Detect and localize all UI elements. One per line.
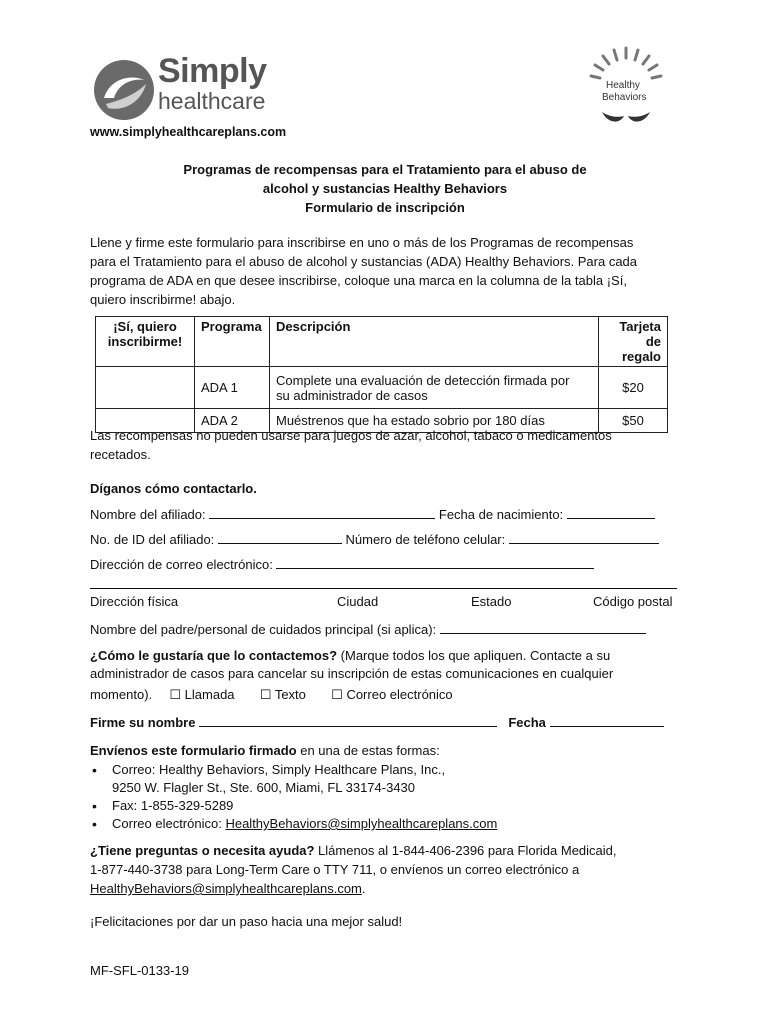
email-method-label: Correo electrónico:	[112, 816, 226, 831]
intro-line2: para el Tratamiento para el abuso de alcohol y sustancias (ADA) Healthy Behaviors. Para cada	[90, 254, 638, 269]
send-email-link[interactable]: HealthyBehaviors@simplyhealthcareplans.com	[225, 816, 498, 831]
state-label: Estado	[471, 594, 512, 609]
table-row	[96, 367, 668, 409]
card-cell: $20	[599, 367, 668, 409]
page-title-line2: alcohol y sustancias Healthy Behaviors	[262, 181, 508, 196]
questions-text-l1: Llámenos al 1-844-406-2396 para Florida Medicaid,	[314, 843, 617, 858]
mail-line1: Correo: Healthy Behaviors, Simply Healthcare Plans, Inc.,	[112, 762, 446, 777]
preference-text-l2: administrador de casos para cancelar su inscripción de estas comunicaciones en cualquier	[90, 666, 614, 681]
badge-text-behaviors: Behaviors	[602, 92, 647, 103]
note-line2: recetados.	[90, 447, 151, 462]
cell-phone-input[interactable]	[509, 531, 659, 544]
programs-table	[95, 316, 668, 433]
sign-label: Firme su nombre	[90, 715, 196, 730]
form-code: MF-SFL-0133-19	[90, 963, 189, 978]
questions-email-link[interactable]: HealthyBehaviors@simplyhealthcareplans.com	[90, 881, 362, 896]
preference-options-row	[90, 687, 453, 703]
send-methods-list	[90, 761, 690, 833]
guardian-input[interactable]	[440, 621, 646, 634]
logo-text-healthcare: healthcare	[158, 88, 266, 114]
program-cell: ADA 2	[195, 409, 270, 433]
member-id-row	[90, 531, 659, 547]
date-label: Fecha	[508, 715, 546, 730]
member-id-label: No. de ID del afiliado:	[90, 532, 215, 547]
page-title-line3: Formulario de inscripción	[305, 200, 465, 215]
preference-text-l3: momento).	[90, 687, 153, 702]
preference-text-l1: (Marque todos los que apliquen. Contacte a su	[337, 648, 611, 663]
mail-line2: 9250 W. Flagler St., Ste. 600, Miami, FL 33174-3430	[112, 780, 416, 795]
send-heading-row	[90, 743, 440, 758]
page-title-line1: Programas de recompensas para el Tratamiento para el abuso de	[183, 162, 587, 177]
col-enroll-header	[96, 317, 195, 367]
preference-question: ¿Cómo le gustaría que lo contactemos?	[90, 648, 338, 663]
questions-line1	[90, 843, 617, 858]
description-line2: su administrador de casos	[276, 387, 428, 403]
member-name-label: Nombre del afiliado:	[90, 507, 206, 522]
enroll-checkbox-ada1[interactable]	[96, 367, 195, 409]
member-name-input[interactable]	[209, 506, 435, 519]
list-item	[90, 797, 690, 815]
description-cell	[270, 367, 599, 409]
note-line1: Las recompensas no pueden usarse para juegos de azar, alcohol, tabaco o medicamentos	[90, 428, 612, 443]
signature-row	[90, 714, 664, 730]
intro-line4: quiero inscribirme! abajo.	[90, 292, 236, 307]
list-item	[90, 761, 690, 779]
contact-heading: Díganos cómo contactarlo.	[90, 481, 257, 496]
checkbox-texto[interactable]: ☐ Texto	[259, 687, 306, 702]
questions-heading: ¿Tiene preguntas o necesita ayuda?	[90, 843, 315, 858]
list-item	[90, 815, 690, 833]
col-card-header-l2: de regalo	[621, 334, 661, 364]
questions-period: .	[361, 881, 366, 896]
option-correo-label: Correo electrónico	[346, 687, 453, 702]
member-id-input[interactable]	[218, 531, 342, 544]
questions-line3	[90, 881, 366, 896]
swirl-logo-icon	[92, 58, 156, 122]
list-item-continuation	[90, 779, 690, 797]
date-input[interactable]	[550, 714, 664, 727]
card-cell: $50	[599, 409, 668, 433]
cell-phone-label: Número de teléfono celular:	[345, 532, 506, 547]
member-name-row	[90, 506, 655, 522]
birth-date-label: Fecha de nacimiento:	[438, 507, 564, 522]
fax-line: Fax: 1-855-329-5289	[112, 798, 234, 813]
email-label: Dirección de correo electrónico:	[90, 557, 273, 572]
col-enroll-header-l2: inscribirme!	[107, 334, 183, 349]
zip-label: Código postal	[593, 594, 673, 609]
checkbox-llamada[interactable]: ☐ Llamada	[169, 687, 235, 702]
email-row	[90, 556, 594, 572]
guardian-label: Nombre del padre/personal de cuidados principal (si aplica):	[90, 622, 437, 637]
description-line1: Complete una evaluación de detección firmada por	[276, 372, 570, 388]
option-texto-label: Texto	[274, 687, 306, 702]
healthy-behaviors-badge	[586, 44, 666, 126]
preference-line1	[90, 648, 610, 663]
option-llamada-label: Llamada	[184, 687, 235, 702]
logo-text-simply: Simply	[158, 52, 267, 90]
badge-text-healthy: Healthy	[606, 80, 640, 91]
send-heading: Envíenos este formulario firmado	[90, 743, 297, 758]
congrats-text: ¡Felicitaciones por dar un paso hacia una mejor salud!	[90, 914, 403, 929]
birth-date-input[interactable]	[567, 506, 655, 519]
address-label: Dirección física	[90, 594, 179, 609]
col-card-header-l1: Tarjeta	[619, 319, 661, 334]
simply-healthcare-logo	[92, 52, 292, 120]
sign-input[interactable]	[199, 714, 497, 727]
website-url[interactable]: www.simplyhealthcareplans.com	[90, 125, 287, 139]
email-input[interactable]	[276, 556, 594, 569]
col-program-header: Programa	[195, 317, 270, 367]
send-heading-rest: en una de estas formas:	[296, 743, 440, 758]
intro-line1: Llene y firme este formulario para inscribirse en uno o más de los Programas de recompensas	[90, 235, 634, 250]
program-cell: ADA 1	[195, 367, 270, 409]
col-card-header	[599, 317, 668, 367]
description-cell: Muéstrenos que ha estado sobrio por 180 días	[270, 409, 599, 433]
guardian-row	[90, 621, 646, 637]
address-input[interactable]	[90, 588, 677, 589]
col-description-header: Descripción	[270, 317, 599, 367]
checkbox-correo[interactable]: ☐ Correo electrónico	[331, 687, 453, 702]
intro-line3: programa de ADA en que desee inscribirse, coloque una marca en la columna de la tabla ¡Sí,	[90, 273, 627, 288]
city-label: Ciudad	[337, 594, 379, 609]
col-enroll-header-l1: ¡Sí, quiero	[113, 319, 177, 334]
questions-text-l2: 1-877-440-3738 para Long-Term Care o TTY 711, o envíenos un correo electrónico a	[90, 862, 580, 877]
table-header-row	[96, 317, 668, 367]
